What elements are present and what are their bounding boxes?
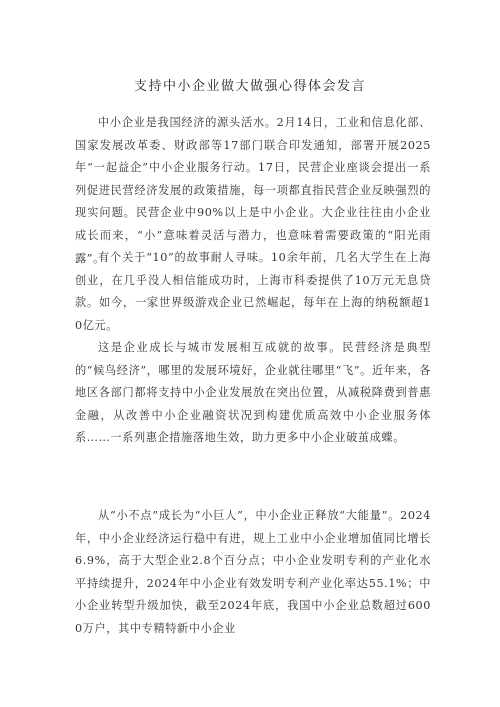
paragraph-3: 这是企业成长与城市发展相互成就的故事。民营经济是典型的“候鸟经济”，哪里的发展环境好，企业就往哪里“飞”。近年来，各地区各部门都将支持中小企业发展放在突出位置，从减税降费到普惠金融，从改善中小企业融资状况到构建优质高效中小企业服务体系……一系列惠企措施落地生效，助力更多中小企业破茧成蝶。 [75, 341, 431, 445]
paragraph-4: 从“小不点”成长为“小巨人”，中小企业正释放“大能量”。2024年，中小企业经济运行稳中有进，规上工业中小企业增加值同比增长6.9%，高于大型企业2.8个百分点；中小企业发明专利的产业化水平持续提升，2024年中小企业有效发明专利产业化率达55.1%；中小企业转型升级加快，截至2024年底，我国中小企业总数超过6000万户，其中专精特新中小企业 [75, 509, 431, 635]
paragraph-2: 有个关于“10”的故事耐人寻味。10余年前，几名大学生在上海创业，在几乎没人相信能成功时，上海市科委提供了10万元无息贷款。如今，一家世界级游戏企业已然崛起，每年在上海的纳税额超10亿元。 [75, 251, 431, 332]
paragraph-1: 中小企业是我国经济的源头活水。2月14日，工业和信息化部、国家发展改革委、财政部等17部门联合印发通知，部署开展2025年“一起益企”中小企业服务行动。17日，民营企业座谈会提出一系列促进民营经济发展的政策措施，每一项都直指民营企业反映强烈的现实问题。民营企业中90%以上是中小企业。大企业往往由小企业成长而来，“小”意味着灵活与潜力，也意味着需要政策的“阳光雨露”。 [75, 116, 431, 265]
document-title: 支持中小企业做大做强心得体会发言 [133, 79, 366, 94]
